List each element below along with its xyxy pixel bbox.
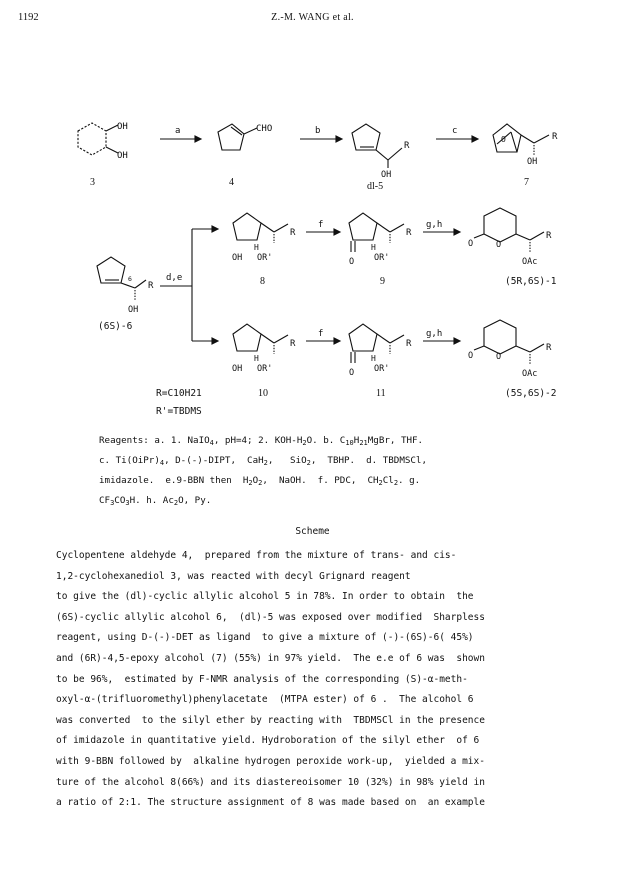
arrow-gh-upper-label: g,h <box>426 220 443 230</box>
body-line: to give the (dl)-cyclic allylic alcohol 5 in 78%. In order to obtain the <box>56 591 474 603</box>
compound-10-oh: OH <box>232 364 243 374</box>
compound-9-h: H <box>371 243 376 252</box>
compound-4-label: 4 <box>229 177 234 188</box>
compound-8-or: OR' <box>257 253 273 263</box>
compound-11-o: O <box>349 368 355 378</box>
compound-3-oh-2: OH <box>117 151 128 161</box>
compound-11-h: H <box>371 354 376 363</box>
compound-8-r: R <box>290 228 296 238</box>
compound-3-label: 3 <box>90 177 95 188</box>
body-line: ture of the alcohol 8(66%) and its diastereoisomer 10 (32%) in 98% yield in <box>56 776 485 788</box>
compound-2-carbonyl-o: O <box>468 351 474 361</box>
body-line: a ratio of 2:1. The structure assignment of 8 was made based on an example <box>56 797 485 809</box>
compound-11-r: R <box>406 339 412 349</box>
compound-10-r: R <box>290 339 296 349</box>
compound-7-structure <box>493 124 558 167</box>
arrow-a-label: a <box>175 126 181 136</box>
compound-7-label: 7 <box>524 177 529 188</box>
body-line: to be 96%, estimated by F-NMR analysis of the corresponding (S)-α-meth- <box>56 673 468 685</box>
compound-9-or: OR' <box>374 253 390 263</box>
compound-6-oh: OH <box>128 305 139 315</box>
compound-10-structure <box>232 324 296 374</box>
compound-9-structure <box>349 213 412 267</box>
compound-2-structure <box>468 320 552 379</box>
compound-6-label: (6S)-6 <box>98 321 133 332</box>
page-number: 1192 <box>18 12 39 23</box>
compound-2-r: R <box>546 343 552 353</box>
running-head-text: Z.-M. WANG et al. <box>271 12 354 23</box>
compound-3-oh-1: OH <box>117 122 128 132</box>
compound-7-oh: OH <box>527 157 538 167</box>
compound-9-o: O <box>349 257 355 267</box>
arrow-de-label: d,e <box>166 273 183 283</box>
compound-9-label: 9 <box>380 276 385 287</box>
compound-1-ring-o: O <box>496 240 502 250</box>
compound-8-h: H <box>254 243 259 252</box>
arrow-gh-lower-label: g,h <box>426 329 443 339</box>
compound-5-oh: OH <box>381 170 392 180</box>
body-line: Cyclopentene aldehyde 4, prepared from the mixture of trans- and cis- <box>56 550 457 561</box>
compound-1-label: (5R,6S)-1 <box>505 276 557 287</box>
compound-6-stereocenter: 6 <box>128 275 132 283</box>
arrow-f-lower-label: f <box>318 329 324 339</box>
arrow-b-label: b <box>315 126 321 136</box>
compound-4-cho: CHO <box>256 124 273 134</box>
compound-10-label: 10 <box>258 388 268 399</box>
compound-2-oac: OAc <box>522 369 538 379</box>
compound-5-label: dl-5 <box>367 181 384 192</box>
r-definition: R=C10H21 <box>156 388 202 399</box>
body-paragraph <box>56 546 596 814</box>
compound-8-label: 8 <box>260 276 265 287</box>
compound-7-o: O <box>501 135 506 144</box>
rprime-definition: R'=TBDMS <box>156 406 202 417</box>
compound-4-structure <box>218 124 272 150</box>
compound-8-structure <box>232 213 296 263</box>
reagents-line-2: c. Ti(OiPr) <box>99 455 160 466</box>
scheme-caption: Scheme <box>295 526 330 537</box>
arrow-f-upper-label: f <box>318 220 324 230</box>
reagents-line-1: Reagents: a. 1. NaIO <box>99 435 210 446</box>
compound-7-r: R <box>552 132 558 142</box>
reagents-line-4: CF <box>99 495 111 506</box>
body-line: (6S)-cyclic allylic alcohol 6, (dl)-5 was exposed over modified Sharpless <box>56 611 485 623</box>
body-line: of imidazole in quantitative yield. Hydroboration of the silyl ether of 6 <box>56 735 480 747</box>
body-line: 1,2-cyclohexanediol 3, was reacted with decyl Grignard reagent <box>56 570 411 582</box>
compound-2-label: (5S,6S)-2 <box>505 388 557 399</box>
compound-8-oh: OH <box>232 253 243 263</box>
reagents-block: Reagents: a. 1. NaIO$_4$, pH=4; 2. KOH-$H_2O$. b. $C_{10}H_{21}MgBr$, THF. c. $Ti(OiPr)_4$, D-(-)-DIPT, CaH$_2$, SiO$_2$, TBHP. d. TBDMSCl, imidazole. e.9-BBN then $H_2O_2$, NaOH. f. PDC, $CH_2Cl_2$. g. $CF_3CO_3H$. h. $Ac_2O$, Py. <box>99 435 427 507</box>
body-line: was converted to the silyl ether by reacting with TBDMSCl in the presence <box>56 714 485 726</box>
body-line: oxyl-α-(trifluoromethyl)phenylacetate (MTPA ester) of 6 . The alcohol 6 <box>56 694 474 706</box>
compound-11-or: OR' <box>374 364 390 374</box>
reagents-line-3: imidazole. e.9-BBN then H <box>99 475 249 486</box>
compound-11-label: 11 <box>376 388 386 399</box>
arrow-c-label: c <box>452 126 458 136</box>
compound-11-structure <box>349 324 412 378</box>
compound-9-r: R <box>406 228 412 238</box>
body-line: and (6R)-4,5-epoxy alcohol (7) (55%) in 97% yield. The e.e of 6 was shown <box>56 652 485 664</box>
compound-6-structure <box>97 257 154 315</box>
compound-1-r: R <box>546 231 552 241</box>
compound-10-or: OR' <box>257 364 273 374</box>
compound-5-structure <box>352 124 410 180</box>
compound-3-structure <box>78 122 128 161</box>
compound-1-oac: OAc <box>522 257 538 267</box>
compound-10-h: H <box>254 354 259 363</box>
reaction-scheme <box>0 0 625 430</box>
compound-5-r: R <box>404 141 410 151</box>
body-line: reagent, using D-(-)-DET as ligand to give a mixture of (-)-(6S)-6( 45%) <box>56 632 474 644</box>
compound-2-ring-o: O <box>496 352 502 362</box>
compound-1-carbonyl-o: O <box>468 239 474 249</box>
compound-6-r: R <box>148 281 154 291</box>
compound-1-structure <box>468 208 552 267</box>
body-line: with 9-BBN followed by alkaline hydrogen peroxide work-up, yielded a mix- <box>56 755 485 767</box>
